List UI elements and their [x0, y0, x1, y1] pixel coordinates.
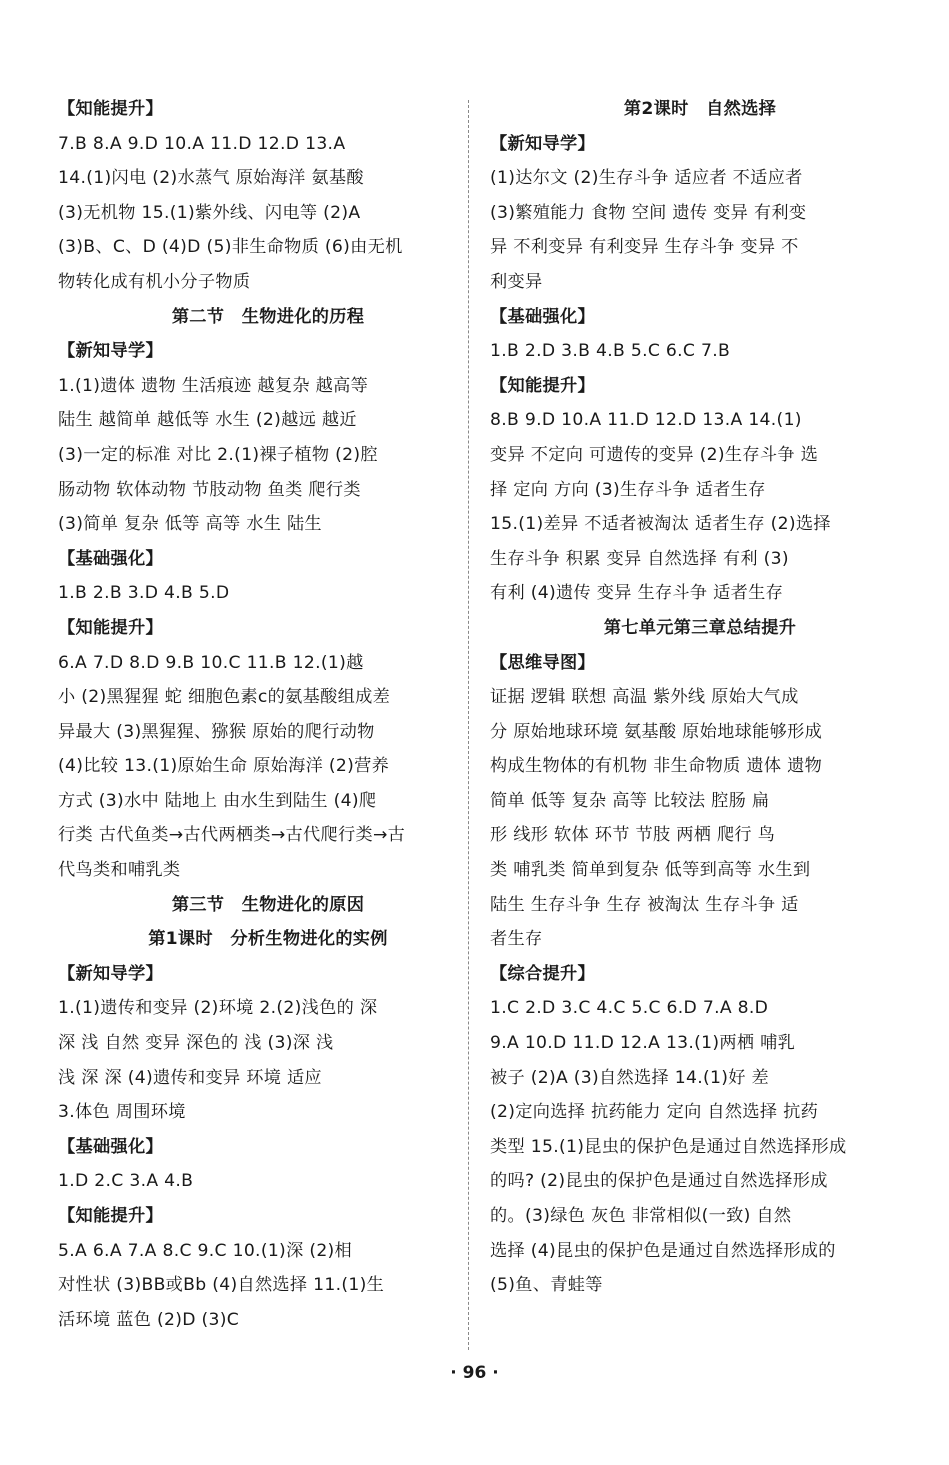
answer-line: 小 (2)黑猩猩 蛇 细胞色素c的氨基酸组成差 — [58, 687, 391, 708]
answer-line: 7.B 8.A 9.D 10.A 11.D 12.D 13.A — [58, 133, 346, 154]
answer-line: 浅 深 深 (4)遗传和变异 环境 适应 — [58, 1067, 322, 1088]
section-heading: 【基础强化】 — [58, 548, 163, 569]
section-heading: 【知能提升】 — [490, 375, 595, 396]
answer-line: 3.体色 周围环境 — [58, 1102, 186, 1123]
section-title: 第2课时 自然选择 — [623, 99, 777, 119]
answer-line: 生存斗争 积累 变异 自然选择 有利 (3) — [490, 548, 789, 569]
answer-line: 变异 不定向 可遗传的变异 (2)生存斗争 选 — [490, 444, 819, 465]
answer-line: (5)鱼、青蛙等 — [490, 1275, 603, 1296]
answer-line: 构成生物体的有机物 非生命物质 遗体 遗物 — [490, 756, 823, 777]
answer-line: 1.D 2.C 3.A 4.B — [58, 1171, 194, 1192]
section-title: 第七单元第三章总结提升 — [603, 617, 797, 638]
answer-line: 代鸟类和哺乳类 — [58, 860, 181, 881]
page-number: · 96 · — [450, 1363, 499, 1383]
answer-line: 8.B 9.D 10.A 11.D 12.D 13.A 14.(1) — [490, 410, 802, 431]
answer-line: 证据 逻辑 联想 高温 紫外线 原始大气成 — [490, 687, 799, 708]
section-heading: 【知能提升】 — [58, 1206, 163, 1226]
answer-line: (3)简单 复杂 低等 高等 水生 陆生 — [58, 514, 322, 535]
section-heading: 【新知导学】 — [58, 963, 163, 984]
left-column — [58, 92, 478, 1337]
column-divider — [468, 100, 469, 1350]
answer-line: 选择 (4)昆虫的保护色是通过自然选择形成的 — [490, 1240, 836, 1261]
answer-line: 类型 15.(1)昆虫的保护色是通过自然选择形成 — [490, 1136, 847, 1157]
answer-line: 分 原始地球环境 氨基酸 原始地球能够形成 — [490, 721, 823, 742]
section-heading: 【新知导学】 — [490, 133, 595, 154]
answer-line: 6.A 7.D 8.D 9.B 10.C 11.B 12.(1)越 — [58, 652, 364, 673]
section-heading: 【基础强化】 — [490, 306, 595, 327]
answer-line: 1.C 2.D 3.C 4.C 5.C 6.D 7.A 8.D — [490, 998, 769, 1019]
section-heading: 【知能提升】 — [58, 617, 163, 638]
section-title: 第1课时 分析生物进化的实例 — [148, 929, 388, 950]
answer-line: (3)B、C、D (4)D (5)非生命物质 (6)由无机 — [58, 237, 403, 258]
answer-line: 有利 (4)遗传 变异 生存斗争 适者生存 — [490, 583, 784, 604]
answer-line: 15.(1)差异 不适者被淘汰 适者生存 (2)选择 — [490, 514, 831, 535]
answer-line: 形 线形 软体 环节 节肢 两栖 爬行 鸟 — [490, 825, 776, 846]
answer-line: 肠动物 软体动物 节肢动物 鱼类 爬行类 — [58, 479, 361, 500]
answer-line: 利变异 — [490, 271, 543, 292]
answer-line: (2)定向选择 抗药能力 定向 自然选择 抗药 — [490, 1102, 819, 1123]
answer-line: 简单 低等 复杂 高等 比较法 腔肠 扁 — [490, 790, 770, 811]
answer-line: 方式 (3)水中 陆地上 由水生到陆生 (4)爬 — [58, 790, 377, 811]
answer-line: 9.A 10.D 11.D 12.A 13.(1)两栖 哺乳 — [490, 1033, 796, 1054]
answer-line: 者生存 — [490, 929, 543, 950]
answer-line: 异最大 (3)黑猩猩、猕猴 原始的爬行动物 — [58, 721, 375, 742]
section-heading: 【思维导图】 — [490, 652, 595, 673]
answer-line: 1.(1)遗体 遗物 生活痕迹 越复杂 越高等 — [58, 375, 369, 396]
answer-line: (3)无机物 15.(1)紫外线、闪电等 (2)A — [58, 202, 361, 223]
answer-line: 1.B 2.B 3.D 4.B 5.D — [58, 583, 230, 604]
answer-line: 活环境 蓝色 (2)D (3)C — [58, 1309, 240, 1330]
answer-line: 异 不利变异 有利变异 生存斗争 变异 不 — [490, 237, 799, 258]
answer-line: 5.A 6.A 7.A 8.C 9.C 10.(1)深 (2)相 — [58, 1240, 353, 1261]
section-heading: 【综合提升】 — [490, 963, 595, 984]
section-heading: 【基础强化】 — [58, 1136, 163, 1157]
answer-line: 被子 (2)A (3)自然选择 14.(1)好 差 — [490, 1067, 769, 1088]
answer-line: 行类 古代鱼类→古代两栖类→古代爬行类→古 — [58, 825, 406, 846]
answer-line: 物转化成有机小分子物质 — [58, 271, 251, 292]
answer-line: (3)繁殖能力 食物 空间 遗传 变异 有利变 — [490, 202, 807, 223]
answer-line: 的。(3)绿色 灰色 非常相似(一致) 自然 — [490, 1206, 792, 1226]
answer-line: (3)一定的标准 对比 2.(1)裸子植物 (2)腔 — [58, 444, 378, 465]
answer-line: 类 哺乳类 简单到复杂 低等到高等 水生到 — [490, 860, 811, 881]
answer-line: 对性状 (3)BB或Bb (4)自然选择 11.(1)生 — [58, 1275, 385, 1296]
answer-line: 的吗? (2)昆虫的保护色是通过自然选择形成 — [490, 1171, 828, 1192]
answer-line: 14.(1)闪电 (2)水蒸气 原始海洋 氨基酸 — [58, 168, 364, 189]
section-title: 第三节 生物进化的原因 — [171, 894, 365, 915]
answer-line: (1)达尔文 (2)生存斗争 适应者 不适应者 — [490, 168, 803, 189]
answer-line: 陆生 生存斗争 生存 被淘汰 生存斗争 适 — [490, 894, 799, 915]
answer-line: (4)比较 13.(1)原始生命 原始海洋 (2)营养 — [58, 756, 390, 777]
answer-line: 陆生 越简单 越低等 水生 (2)越远 越近 — [58, 410, 357, 431]
answer-line: 1.(1)遗传和变异 (2)环境 2.(2)浅色的 深 — [58, 998, 378, 1019]
section-heading: 【知能提升】 — [58, 99, 163, 119]
answer-line: 1.B 2.D 3.B 4.B 5.C 6.C 7.B — [490, 341, 731, 362]
answer-line: 择 定向 方向 (3)生存斗争 适者生存 — [490, 479, 766, 500]
section-title: 第二节 生物进化的历程 — [171, 306, 365, 327]
answer-line: 深 浅 自然 变异 深色的 浅 (3)深 浅 — [58, 1033, 334, 1054]
right-column — [490, 92, 910, 1303]
section-heading: 【新知导学】 — [58, 341, 163, 362]
